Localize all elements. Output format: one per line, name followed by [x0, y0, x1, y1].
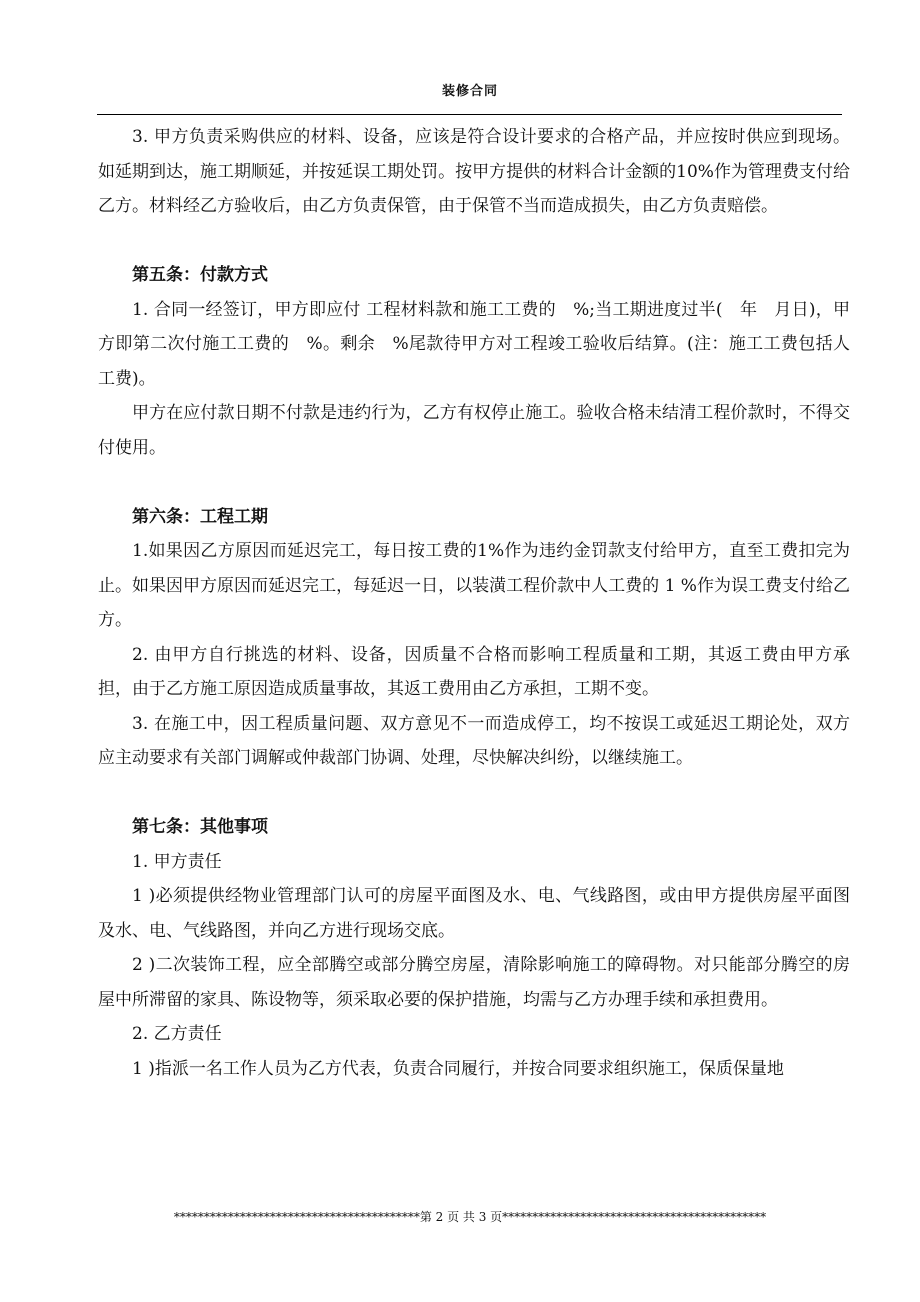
- clause-paragraph: 2 )二次装饰工程，应全部腾空或部分腾空房屋，清除影响施工的障碍物。对只能部分腾空的房屋中所滞留的家具、陈设物等，须采取必要的保护措施，均需与乙方办理手续和承担费用。: [98, 955, 850, 1010]
- clause-paragraph: 2. 由甲方自行挑选的材料、设备，因质量不合格而影响工程质量和工期，其返工费由甲方承担，由于乙方施工原因造成质量事故，其返工费用由乙方承担，工期不变。: [98, 644, 850, 699]
- clause-paragraph: 1 )指派一名工作人员为乙方代表，负责合同履行，并按合同要求组织施工，保质保量地: [132, 1058, 784, 1079]
- document-body: [98, 120, 850, 1086]
- section-heading-other: 第七条：其他事项: [132, 817, 268, 837]
- clause-paragraph: 1.如果因乙方原因而延迟完工，每日按工费的1%作为违约金罚款支付给甲方，直至工费扣完为止。如果因甲方原因而延迟完工，每延迟一日，以装潢工程价款中人工费的 1 %作为误工费支付给乙方。: [98, 541, 850, 630]
- clause-paragraph: 甲方在应付款日期不付款是违约行为，乙方有权停止施工。验收合格未结清工程价款时，不得交付使用。: [98, 403, 850, 458]
- clause-paragraph: 1. 合同一经签订，甲方即应付 工程材料款和施工工费的 %;当工期进度过半( 年 月日)，甲方即第二次付施工工费的 %。剩余 %尾款待甲方对工程竣工验收后结算。(注：施工工费包括人工费)。: [98, 299, 850, 389]
- clause-paragraph: 2. 乙方责任: [132, 1024, 222, 1044]
- section-heading-payment: 第五条：付款方式: [132, 265, 268, 285]
- document-title: 装修合同: [441, 84, 498, 99]
- section-heading-schedule: 第六条：工程工期: [132, 506, 268, 527]
- clause-paragraph: 3. 在施工中，因工程质量问题、双方意见不一而造成停工，均不按误工或延迟工期论处，双方应主动要求有关部门调解或仲裁部门协调、处理，尽快解决纠纷，以继续施工。: [98, 713, 850, 768]
- header-divider: [97, 114, 842, 115]
- section-spacer: [98, 776, 850, 811]
- section-spacer: [98, 465, 850, 500]
- clause-paragraph: 1. 甲方责任: [132, 851, 222, 872]
- clause-paragraph: 1 )必须提供经物业管理部门认可的房屋平面图及水、电、气线路图，或由甲方提供房屋平面图及水、电、气线路图，并向乙方进行现场交底。: [98, 886, 850, 941]
- page-footer: *****************************************第 2 页 共 3 页********************************************: [173, 1210, 767, 1224]
- section-spacer: [98, 224, 850, 259]
- clause-paragraph: 3. 甲方负责采购供应的材料、设备，应该是符合设计要求的合格产品，并应按时供应到现场。如延期到达，施工期顺延，并按延误工期处罚。按甲方提供的材料合计金额的10%作为管理费支付给乙方。材料经乙方验收后，由乙方负责保管，由于保管不当而造成损失，由乙方负责赔偿。: [98, 127, 850, 216]
